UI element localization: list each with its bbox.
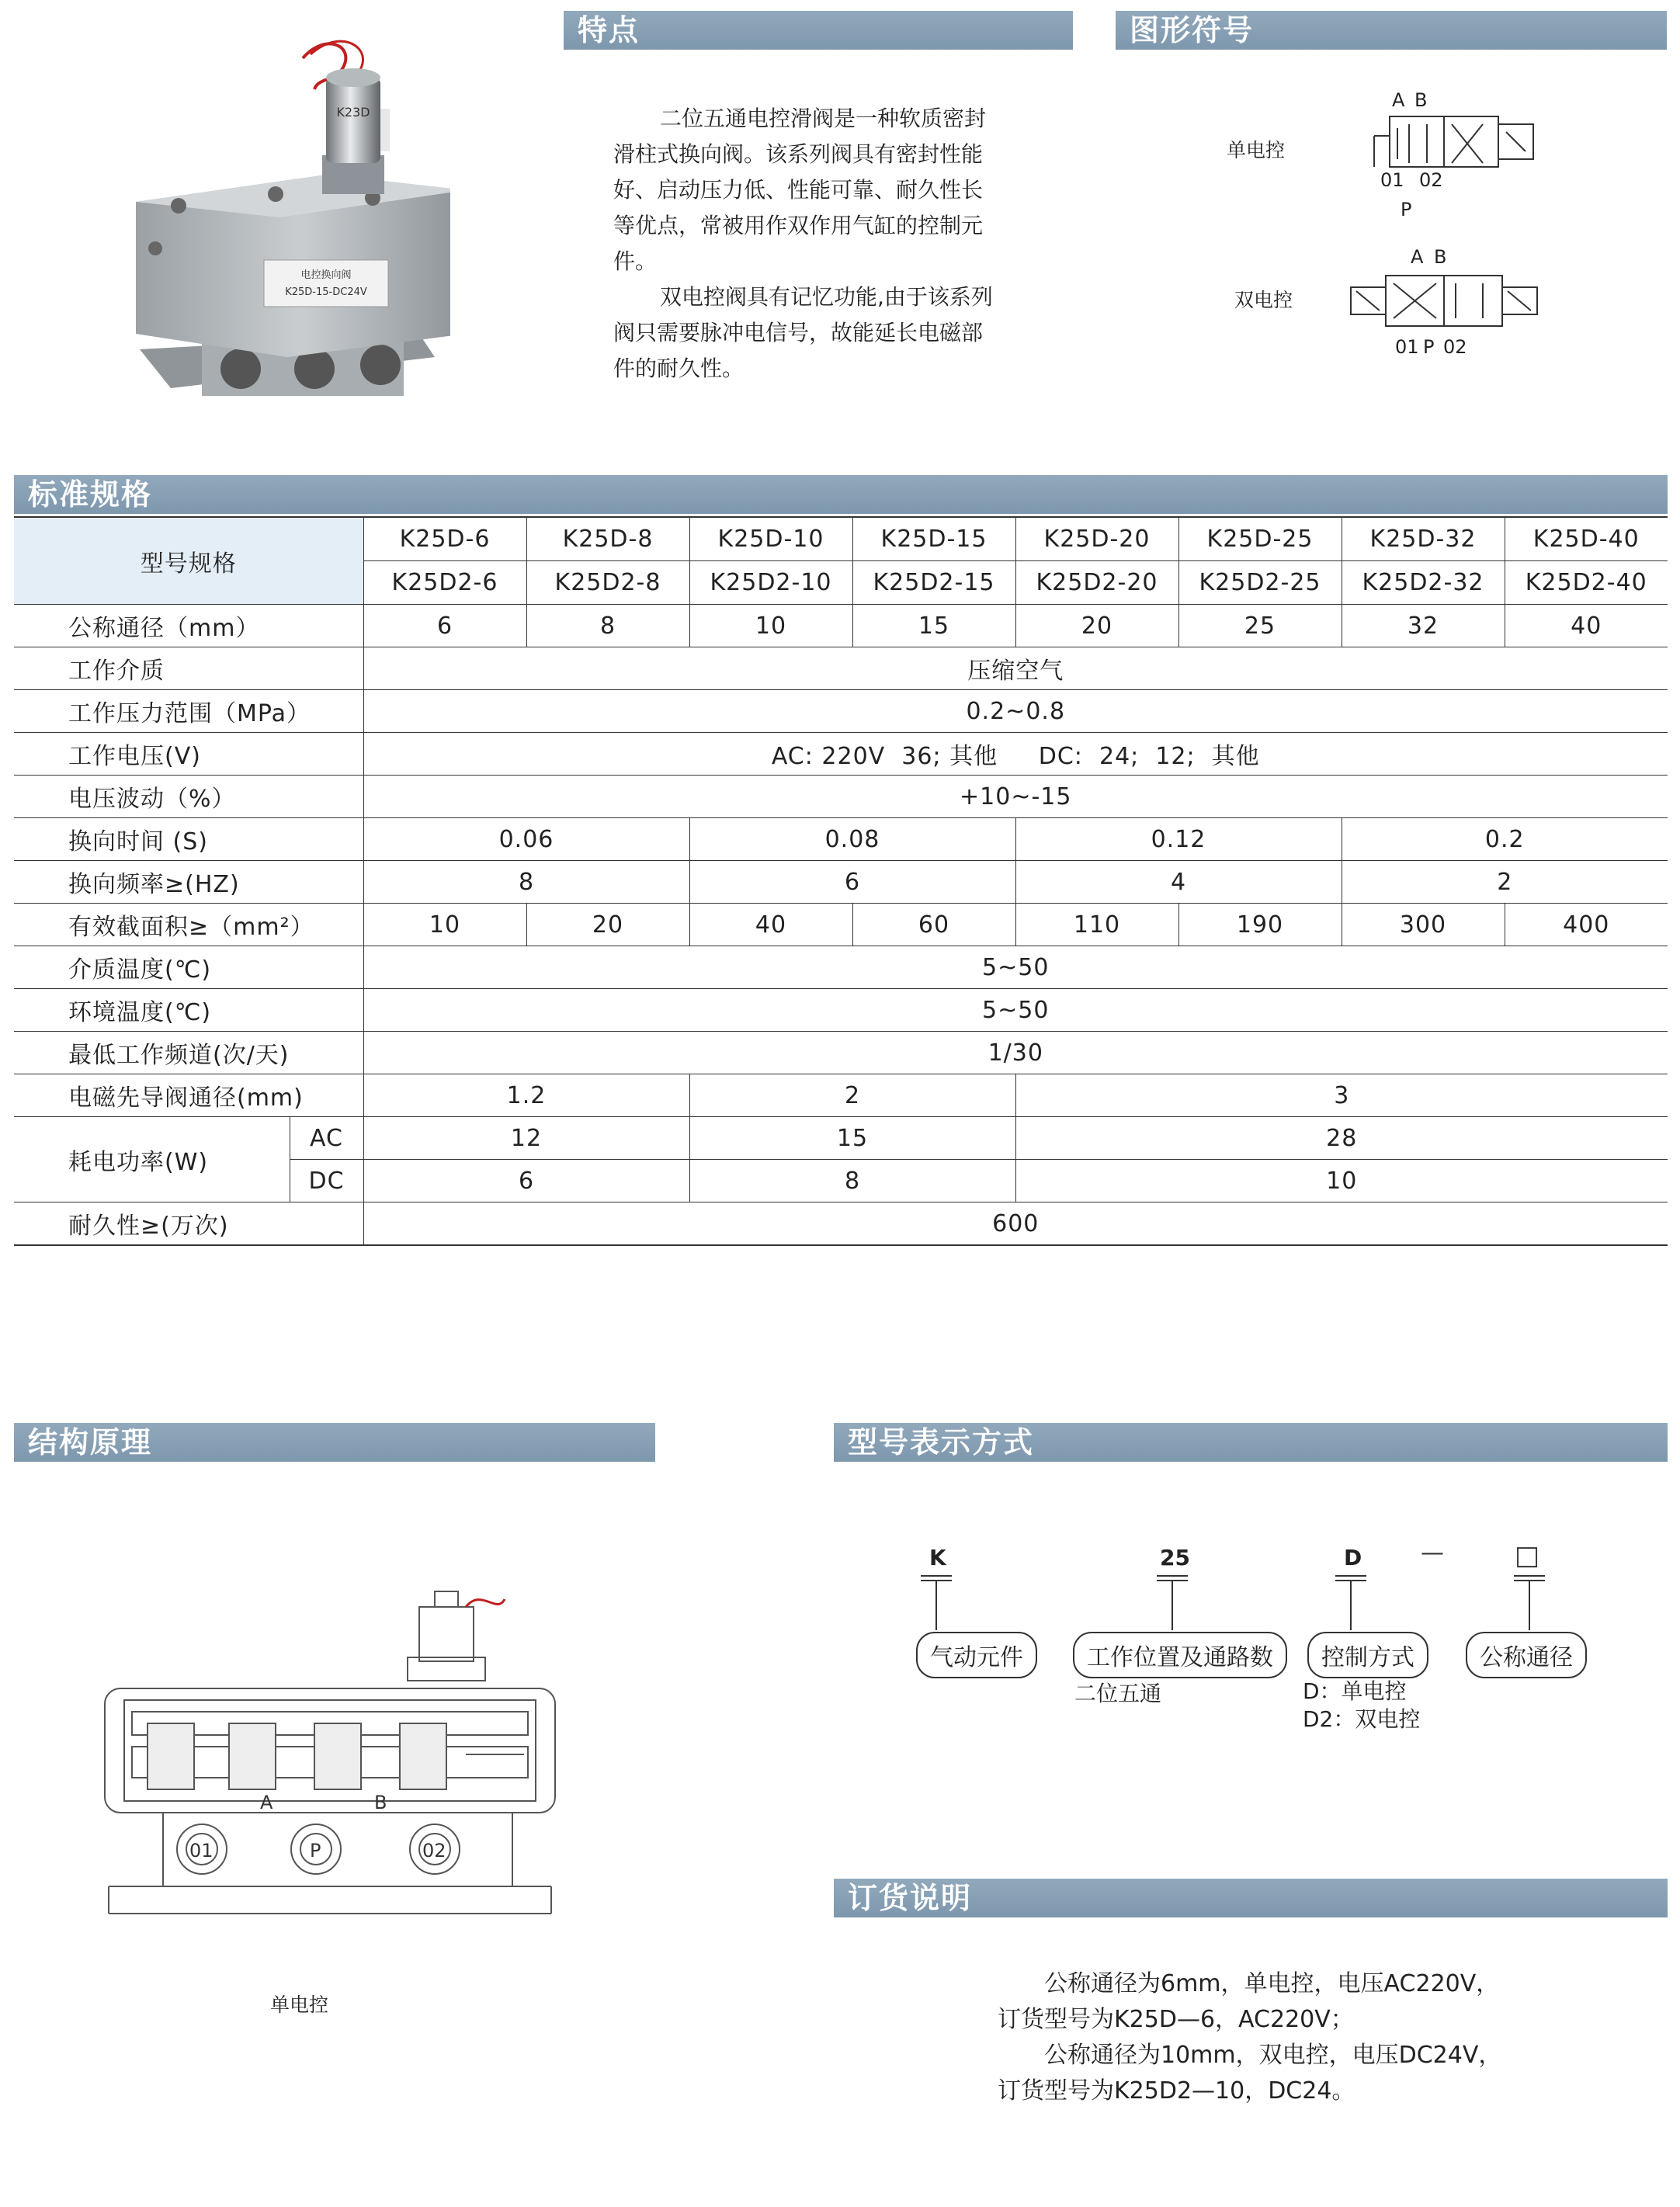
model-code-k: K	[929, 1545, 946, 1570]
structure-caption: 单电控	[270, 1994, 329, 2016]
table-row	[14, 605, 1668, 647]
table-cell: 8	[526, 605, 689, 647]
model-code-d: D	[1344, 1545, 1362, 1570]
symbol-port-02: 02	[1419, 169, 1443, 191]
row-label: 环境温度(℃)	[14, 989, 363, 1032]
table-cell: 32	[1342, 605, 1505, 647]
table-cell: 60	[852, 904, 1015, 946]
dc-label: DC	[290, 1160, 363, 1202]
table-cell: AC: 220V 36; 其他 DC: 24; 12; 其他	[363, 733, 1668, 776]
order-line: 订货型号为K25D—6，AC220V；	[998, 2006, 1354, 2033]
model-cell: K25D2-8	[526, 561, 689, 605]
symbol-single-label: 单电控	[1227, 139, 1286, 161]
structure-diagram	[93, 1576, 567, 1925]
table-cell: 5~50	[363, 946, 1668, 989]
model-cell: K25D-25	[1178, 517, 1342, 561]
row-label: 耗电功率(W)	[14, 1117, 290, 1202]
model-oval-pneumatic: 气动元件	[916, 1632, 1037, 1678]
features-line: 双电控阀具有记忆功能,由于该系列	[660, 284, 993, 310]
table-cell: 10	[363, 904, 526, 946]
table-cell: 5~50	[363, 989, 1668, 1032]
table-cell: 40	[689, 904, 852, 946]
table-cell: 40	[1505, 605, 1668, 647]
model-cell: K25D2-40	[1505, 561, 1668, 605]
table-row	[14, 647, 1668, 690]
symbol-port-b: B	[1434, 246, 1447, 268]
table-cell: 1/30	[363, 1032, 1668, 1074]
table-row	[14, 690, 1668, 733]
table-row	[14, 946, 1668, 989]
features-line: 等优点，常被用作双作用气缸的控制元	[613, 213, 984, 238]
table-row	[14, 776, 1668, 818]
symbol-port-02: 02	[1443, 336, 1467, 358]
model-cell: K25D2-15	[852, 561, 1015, 605]
table-cell: 8	[363, 861, 689, 904]
model-code-25: 25	[1160, 1545, 1190, 1570]
table-cell: 12	[363, 1117, 689, 1160]
model-cell: K25D2-10	[689, 561, 852, 605]
table-cell: 6	[363, 1160, 689, 1202]
features-line: 滑柱式换向阀。该系列阀具有密封性能	[613, 141, 984, 167]
model-label-cell: 型号规格	[14, 517, 363, 605]
table-cell: 0.06	[363, 818, 689, 861]
table-cell: 8	[689, 1160, 1015, 1202]
row-label: 公称通径（mm）	[14, 605, 363, 647]
table-cell: 0.2	[1342, 818, 1668, 861]
row-label: 最低工作频道(次/天)	[14, 1032, 363, 1074]
table-cell: +10~-15	[363, 776, 1668, 818]
structure-port-01: 01	[189, 1840, 213, 1862]
model-cell: K25D-8	[526, 517, 689, 561]
table-cell: 1.2	[363, 1074, 689, 1117]
table-cell: 28	[1015, 1117, 1668, 1160]
model-cell: K25D-15	[852, 517, 1015, 561]
row-label: 换向时间 (S)	[14, 818, 363, 861]
model-cell: K25D2-32	[1342, 561, 1505, 605]
structure-port-p: P	[310, 1840, 321, 1862]
order-line: 公称通径为6mm，单电控，电压AC220V，	[1044, 1970, 1500, 1997]
section-header-model: 型号表示方式	[834, 1423, 1668, 1462]
table-cell: 6	[363, 605, 526, 647]
model-cell: K25D2-6	[363, 561, 526, 605]
order-line: 公称通径为10mm，双电控，电压DC24V，	[1044, 2042, 1502, 2069]
model-sub-position: 二位五通	[1074, 1681, 1162, 1706]
table-row	[14, 733, 1668, 776]
symbol-port-a: A	[1392, 89, 1405, 111]
model-sub-control-2: D2：双电控	[1303, 1706, 1421, 1732]
features-line: 阀只需要脉冲电信号，故能延长电磁部	[613, 320, 984, 345]
table-cell: 6	[689, 861, 1015, 904]
table-cell: 0.08	[689, 818, 1015, 861]
table-cell: 600	[363, 1202, 1668, 1246]
structure-port-a: A	[260, 1792, 273, 1813]
table-row	[14, 1032, 1668, 1074]
table-cell: 110	[1015, 904, 1178, 946]
table-row	[14, 989, 1668, 1032]
table-cell: 20	[1015, 605, 1178, 647]
model-oval-position: 工作位置及通路数	[1073, 1632, 1287, 1678]
spec-table	[14, 516, 1668, 1246]
table-row	[14, 861, 1668, 904]
features-line: 二位五通电控滑阀是一种软质密封	[660, 106, 987, 131]
table-cell: 2	[1342, 861, 1668, 904]
table-cell: 3	[1015, 1074, 1668, 1117]
features-line: 件。	[613, 248, 658, 274]
row-label: 介质温度(℃)	[14, 946, 363, 989]
table-cell: 190	[1178, 904, 1342, 946]
symbol-double-label: 双电控	[1234, 289, 1293, 311]
ac-label: AC	[290, 1117, 363, 1160]
symbol-port-p: P	[1423, 336, 1435, 358]
nameplate-line2: K25D-15-DC24V	[285, 286, 367, 298]
model-oval-control: 控制方式	[1307, 1632, 1428, 1678]
table-cell: 10	[1015, 1160, 1668, 1202]
table-cell: 0.2~0.8	[363, 690, 1668, 733]
section-header-symbol: 图形符号	[1116, 11, 1667, 50]
table-cell: 0.12	[1015, 818, 1342, 861]
section-header-structure: 结构原理	[14, 1423, 655, 1462]
row-label: 电压波动（%）	[14, 776, 363, 818]
model-cell: K25D-32	[1342, 517, 1505, 561]
table-cell: 15	[689, 1117, 1015, 1160]
model-cell: K25D-10	[689, 517, 852, 561]
row-label: 有效截面积≥（mm²）	[14, 904, 363, 946]
table-cell: 15	[852, 605, 1015, 647]
symbol-port-a: A	[1411, 246, 1424, 268]
coil-text: K23D	[336, 105, 370, 120]
table-row	[14, 1202, 1668, 1246]
row-label: 工作电压(V)	[14, 733, 363, 776]
structure-port-02: 02	[422, 1840, 446, 1862]
model-cell: K25D-20	[1015, 517, 1178, 561]
model-code-dash: —	[1421, 1539, 1444, 1567]
row-label: 工作压力范围（MPa）	[14, 690, 363, 733]
row-label: 电磁先导阀通径(mm)	[14, 1074, 363, 1117]
symbol-port-01: 01	[1380, 169, 1404, 191]
nameplate-line1: 电控换向阀	[300, 269, 352, 281]
symbol-port-b: B	[1414, 89, 1428, 111]
model-cell: K25D-40	[1505, 517, 1668, 561]
table-row	[14, 818, 1668, 861]
table-cell: 10	[689, 605, 852, 647]
row-label: 工作介质	[14, 647, 363, 690]
product-photo	[124, 23, 450, 419]
model-code-box: □	[1515, 1540, 1540, 1571]
model-cell: K25D2-25	[1178, 561, 1342, 605]
section-header-features: 特点	[564, 11, 1073, 50]
features-paragraph-1	[613, 101, 1033, 387]
table-row	[14, 1074, 1668, 1117]
symbol-double-solenoid	[1347, 245, 1572, 369]
structure-port-b: B	[374, 1792, 387, 1813]
model-oval-diameter: 公称通径	[1466, 1632, 1587, 1678]
table-cell: 300	[1342, 904, 1505, 946]
order-line: 订货型号为K25D2—10，DC24。	[998, 2077, 1355, 2105]
table-row	[14, 904, 1668, 946]
symbol-single-solenoid	[1366, 89, 1553, 229]
order-text	[998, 1966, 1501, 2109]
section-header-spec: 标准规格	[14, 475, 1668, 514]
table-cell: 4	[1015, 861, 1342, 904]
model-cell: K25D-6	[363, 517, 526, 561]
model-sub-control-1: D：单电控	[1303, 1678, 1407, 1704]
table-cell: 400	[1505, 904, 1668, 946]
table-cell: 2	[689, 1074, 1015, 1117]
features-line: 好、启动压力低、性能可靠、耐久性长	[613, 177, 984, 203]
section-header-order: 订货说明	[834, 1879, 1668, 1917]
table-row	[14, 517, 1668, 561]
model-cell: K25D2-20	[1015, 561, 1178, 605]
table-cell: 压缩空气	[363, 647, 1668, 690]
symbol-port-p: P	[1401, 199, 1412, 220]
table-cell: 20	[526, 904, 689, 946]
symbol-port-01: 01	[1395, 336, 1419, 358]
table-row	[14, 1117, 1668, 1160]
row-label: 换向频率≥(HZ)	[14, 861, 363, 904]
features-line: 件的耐久性。	[613, 356, 745, 381]
row-label: 耐久性≥(万次)	[14, 1202, 363, 1246]
table-cell: 25	[1178, 605, 1342, 647]
